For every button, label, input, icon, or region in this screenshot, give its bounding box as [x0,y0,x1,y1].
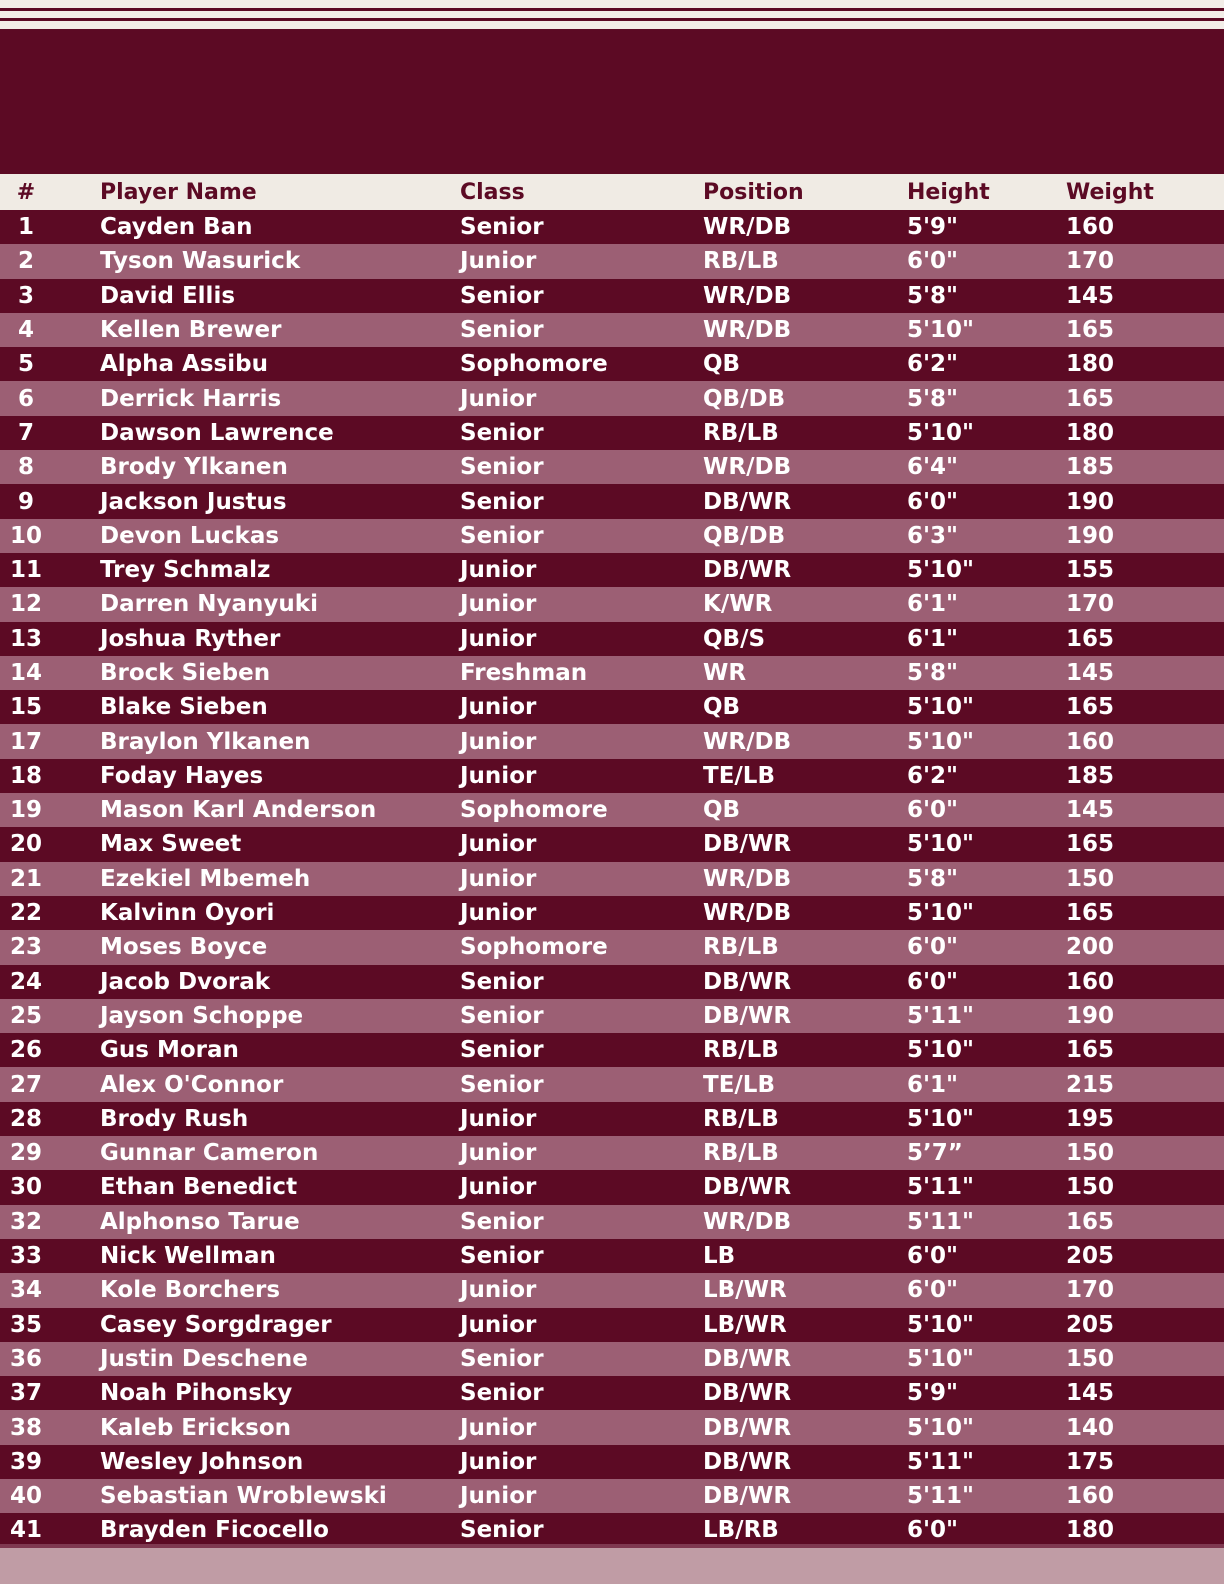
player-class: Junior [460,865,537,892]
table-row [0,244,1224,278]
player-name: Justin Deschene [100,1345,308,1372]
player-class: Senior [460,419,544,446]
player-weight: 180 [1066,351,1115,378]
player-class: Senior [460,1037,544,1064]
player-height: 5'10" [907,831,975,858]
player-weight: 165 [1066,317,1115,344]
player-name: Trey Schmalz [100,557,271,584]
player-weight: 190 [1066,488,1115,515]
table-row [0,690,1224,724]
player-position: QB/S [703,625,766,652]
player-name: David Ellis [100,282,236,309]
table-header [0,174,1224,210]
player-position: WR [703,660,747,686]
player-name: Cayden Ban [100,214,253,241]
table-row [0,1273,1224,1307]
player-class: Senior [460,1517,544,1544]
player-height: 5'10" [907,419,975,446]
player-class: Junior [460,1140,537,1167]
player-number: 24 [9,968,42,995]
player-number: 11 [9,557,42,584]
player-class: Senior [460,1380,544,1407]
player-number: 19 [9,797,42,824]
player-height: 5'11" [907,1483,975,1510]
player-weight: 190 [1066,1002,1115,1029]
player-height: 6'2" [907,351,959,378]
player-class: Junior [460,625,537,652]
player-height: 5'10" [907,728,975,755]
player-number: 33 [9,1243,42,1270]
player-class: Junior [460,1311,537,1338]
table-row [0,587,1224,621]
player-position: QB [703,797,741,824]
player-class: Freshman [460,660,588,686]
player-name: Mason Karl Anderson [100,797,377,824]
player-number: 14 [9,660,42,686]
player-class: Junior [460,900,537,927]
table-row [0,416,1224,450]
header-height: Height [907,179,990,205]
player-class: Junior [460,1105,537,1132]
player-height: 6'1" [907,591,959,618]
table-row [0,622,1224,656]
player-class: Senior [460,1002,544,1029]
player-class: Junior [460,248,537,275]
player-height: 5'9" [907,1380,959,1407]
player-number: 6 [17,385,34,412]
player-class: Junior [460,762,537,789]
table-row [0,1342,1224,1376]
player-name: Brody Rush [100,1105,249,1132]
player-name: Sebastian Wroblewski [100,1483,387,1510]
player-position: WR/DB [703,865,792,892]
player-number: 37 [9,1380,42,1407]
player-class: Junior [460,385,537,412]
table-row [0,793,1224,827]
table-row [0,1102,1224,1136]
header-position: Position [703,179,804,205]
player-number: 36 [9,1345,42,1372]
player-height: 5'10" [907,557,975,584]
player-weight: 155 [1066,557,1115,584]
player-name: Brody Ylkanen [100,454,288,481]
player-position: DB/WR [703,1414,792,1441]
player-name: Ethan Benedict [100,1174,298,1201]
player-position: RB/LB [703,248,779,275]
table-row [0,1239,1224,1273]
player-number: 35 [9,1311,42,1338]
player-number: 22 [9,900,42,927]
player-name: Alex O'Connor [100,1071,284,1098]
table-row [0,279,1224,313]
player-name: Jackson Justus [100,488,287,515]
player-class: Junior [460,728,537,755]
player-height: 6'0" [907,797,959,824]
player-name: Noah Pihonsky [100,1380,293,1407]
player-name: Alphonso Tarue [100,1208,300,1235]
player-number: 29 [9,1140,42,1167]
player-number: 26 [9,1037,42,1064]
player-position: DB/WR [703,1345,792,1372]
player-height: 6'1" [907,625,959,652]
player-position: WR/DB [703,1208,792,1235]
table-row [0,381,1224,415]
player-height: 5'8" [907,660,959,686]
player-name: Joshua Ryther [100,625,281,652]
player-position: QB [703,694,741,721]
player-number: 27 [9,1071,42,1098]
player-height: 6'0" [907,1517,959,1544]
player-class: Junior [460,557,537,584]
player-weight: 160 [1066,728,1115,755]
player-height: 6'1" [907,1071,959,1098]
player-position: RB/LB [703,1037,779,1064]
table-row [0,1170,1224,1204]
table-row [0,1308,1224,1342]
player-height: 5'10" [907,317,975,344]
table-row [0,896,1224,930]
player-class: Senior [460,214,544,241]
player-name: Casey Sorgdrager [100,1311,332,1338]
player-class: Sophomore [460,934,608,961]
player-weight: 165 [1066,625,1115,652]
player-class: Senior [460,454,544,481]
player-number: 25 [9,1002,42,1029]
table-row [0,965,1224,999]
player-height: 5'10" [907,1311,975,1338]
player-position: TE/LB [703,762,775,789]
player-height: 5'10" [907,900,975,927]
player-weight: 140 [1066,1414,1115,1441]
player-weight: 165 [1066,385,1115,412]
roster-table [0,210,1224,1548]
player-class: Junior [460,694,537,721]
player-number: 41 [9,1517,42,1544]
player-class: Senior [460,1345,544,1372]
top-stripe [0,0,1224,29]
player-weight: 205 [1066,1311,1115,1338]
table-row [0,1136,1224,1170]
player-position: WR/DB [703,282,792,309]
player-position: QB [703,351,741,378]
player-name: Gus Moran [100,1037,239,1064]
player-name: Ezekiel Mbemeh [100,865,311,892]
player-name: Kole Borchers [100,1277,281,1304]
player-weight: 180 [1066,419,1115,446]
table-row [0,862,1224,896]
table-row [0,210,1224,244]
player-position: LB/RB [703,1517,779,1544]
player-name: Devon Luckas [100,522,280,549]
player-number: 15 [9,694,42,721]
player-name: Darren Nyanyuki [100,591,318,618]
table-row [0,759,1224,793]
player-weight: 170 [1066,591,1115,618]
player-height: 5'10" [907,1345,975,1372]
player-number: 38 [9,1414,42,1441]
player-class: Senior [460,488,544,515]
player-position: WR/DB [703,317,792,344]
player-weight: 150 [1066,1345,1115,1372]
player-position: DB/WR [703,1174,792,1201]
player-weight: 170 [1066,248,1115,275]
player-height: 6'3" [907,522,959,549]
player-name: Foday Hayes [100,762,264,789]
stripe-line [0,8,1224,11]
player-class: Senior [460,522,544,549]
player-class: Senior [460,282,544,309]
player-class: Senior [460,1208,544,1235]
footer-band [0,1544,1224,1584]
player-number: 4 [17,317,34,344]
player-height: 6'0" [907,488,959,515]
player-height: 5'11" [907,1174,975,1201]
player-class: Junior [460,831,537,858]
player-weight: 175 [1066,1448,1115,1475]
player-number: 9 [17,488,34,515]
player-number: 34 [9,1277,42,1304]
table-row [0,313,1224,347]
table-row [0,1376,1224,1410]
player-class: Junior [460,1483,537,1510]
player-number: 1 [17,214,34,241]
table-row [0,930,1224,964]
player-height: 6'0" [907,1277,959,1304]
table-row [0,1067,1224,1101]
player-height: 5'10" [907,694,975,721]
player-weight: 150 [1066,1140,1115,1167]
table-row [0,1410,1224,1444]
player-name: Dawson Lawrence [100,419,334,446]
player-weight: 165 [1066,1037,1115,1064]
player-position: DB/WR [703,968,792,995]
player-height: 5'10" [907,1105,975,1132]
player-weight: 180 [1066,1517,1115,1544]
player-number: 18 [9,762,42,789]
table-row [0,1445,1224,1479]
player-number: 7 [17,419,34,446]
player-class: Sophomore [460,351,608,378]
player-name: Nick Wellman [100,1243,276,1270]
player-name: Derrick Harris [100,385,282,412]
player-class: Senior [460,1243,544,1270]
table-row [0,1513,1224,1547]
player-height: 5'8" [907,282,959,309]
player-weight: 170 [1066,1277,1115,1304]
player-position: WR/DB [703,900,792,927]
player-height: 6'0" [907,934,959,961]
player-weight: 145 [1066,660,1115,686]
player-number: 17 [9,728,42,755]
player-weight: 160 [1066,1483,1115,1510]
player-height: 6'0" [907,248,959,275]
player-position: RB/LB [703,934,779,961]
player-number: 3 [17,282,34,309]
player-height: 5'11" [907,1208,975,1235]
player-position: TE/LB [703,1071,775,1098]
player-weight: 160 [1066,968,1115,995]
player-name: Wesley Johnson [100,1448,304,1475]
player-number: 32 [9,1208,42,1235]
table-row [0,656,1224,690]
player-weight: 195 [1066,1105,1115,1132]
player-number: 40 [9,1483,42,1510]
player-weight: 160 [1066,214,1115,241]
header-number: # [16,179,36,205]
player-name: Blake Sieben [100,694,268,721]
player-class: Junior [460,591,537,618]
player-position: DB/WR [703,557,792,584]
player-class: Sophomore [460,797,608,824]
player-weight: 165 [1066,694,1115,721]
player-height: 6'0" [907,968,959,995]
header-weight: Weight [1066,179,1154,205]
player-position: LB/WR [703,1277,787,1304]
player-weight: 215 [1066,1071,1115,1098]
header-class: Class [460,179,525,205]
table-row [0,347,1224,381]
table-row [0,484,1224,518]
player-weight: 200 [1066,934,1115,961]
player-position: DB/WR [703,1483,792,1510]
player-name: Gunnar Cameron [100,1140,319,1167]
player-name: Kalvinn Oyori [100,900,275,927]
table-row [0,999,1224,1033]
player-position: RB/LB [703,1140,779,1167]
player-position: RB/LB [703,1105,779,1132]
player-class: Junior [460,1277,537,1304]
player-height: 5'10" [907,1037,975,1064]
player-class: Senior [460,317,544,344]
player-name: Max Sweet [100,831,242,858]
player-position: QB/DB [703,385,786,412]
table-row [0,1205,1224,1239]
player-weight: 205 [1066,1243,1115,1270]
table-row [0,724,1224,758]
player-position: LB [703,1243,736,1270]
player-number: 12 [9,591,42,618]
player-name: Moses Boyce [100,934,268,961]
player-class: Junior [460,1174,537,1201]
player-weight: 150 [1066,865,1115,892]
player-height: 5'10" [907,1414,975,1441]
player-height: 5'11" [907,1448,975,1475]
table-row [0,1479,1224,1513]
player-number: 2 [17,248,34,275]
player-number: 28 [9,1105,42,1132]
player-height: 6'0" [907,1243,959,1270]
player-position: DB/WR [703,488,792,515]
player-weight: 185 [1066,762,1115,789]
player-position: WR/DB [703,728,792,755]
player-class: Senior [460,968,544,995]
player-height: 5'8" [907,385,959,412]
player-name: Kellen Brewer [100,317,282,344]
player-weight: 150 [1066,1174,1115,1201]
player-position: LB/WR [703,1311,787,1338]
player-class: Junior [460,1448,537,1475]
player-height: 6'2" [907,762,959,789]
player-position: K/WR [703,591,773,618]
table-row [0,1033,1224,1067]
player-name: Kaleb Erickson [100,1414,292,1441]
player-height: 6'4" [907,454,959,481]
table-row [0,553,1224,587]
player-height: 5'11" [907,1002,975,1029]
player-weight: 145 [1066,282,1115,309]
player-number: 13 [9,625,42,652]
player-number: 10 [9,522,42,549]
table-row [0,519,1224,553]
player-weight: 145 [1066,1380,1115,1407]
header-name: Player Name [100,179,257,205]
player-class: Senior [460,1071,544,1098]
player-number: 30 [9,1174,42,1201]
player-weight: 165 [1066,1208,1115,1235]
player-class: Junior [460,1414,537,1441]
player-weight: 190 [1066,522,1115,549]
player-position: DB/WR [703,831,792,858]
player-name: Jacob Dvorak [100,968,271,995]
player-name: Brock Sieben [100,660,271,686]
player-number: 39 [9,1448,42,1475]
player-number: 23 [9,934,42,961]
player-position: DB/WR [703,1448,792,1475]
player-position: WR/DB [703,454,792,481]
header-banner [0,29,1224,174]
table-row [0,827,1224,861]
player-position: DB/WR [703,1380,792,1407]
player-weight: 165 [1066,831,1115,858]
player-number: 20 [9,831,42,858]
player-height: 5’7” [907,1140,963,1167]
player-number: 8 [17,454,34,481]
player-number: 21 [9,865,42,892]
player-position: QB/DB [703,522,786,549]
player-weight: 165 [1066,900,1115,927]
player-weight: 145 [1066,797,1115,824]
player-name: Braylon Ylkanen [100,728,311,755]
player-position: DB/WR [703,1002,792,1029]
player-position: RB/LB [703,419,779,446]
player-weight: 185 [1066,454,1115,481]
player-position: WR/DB [703,214,792,241]
player-height: 5'8" [907,865,959,892]
table-row [0,450,1224,484]
player-number: 5 [17,351,34,378]
player-name: Alpha Assibu [100,351,268,378]
player-name: Brayden Ficocello [100,1517,329,1544]
player-height: 5'9" [907,214,959,241]
stripe-line [0,18,1224,21]
player-name: Tyson Wasurick [100,248,301,275]
player-name: Jayson Schoppe [100,1002,304,1029]
